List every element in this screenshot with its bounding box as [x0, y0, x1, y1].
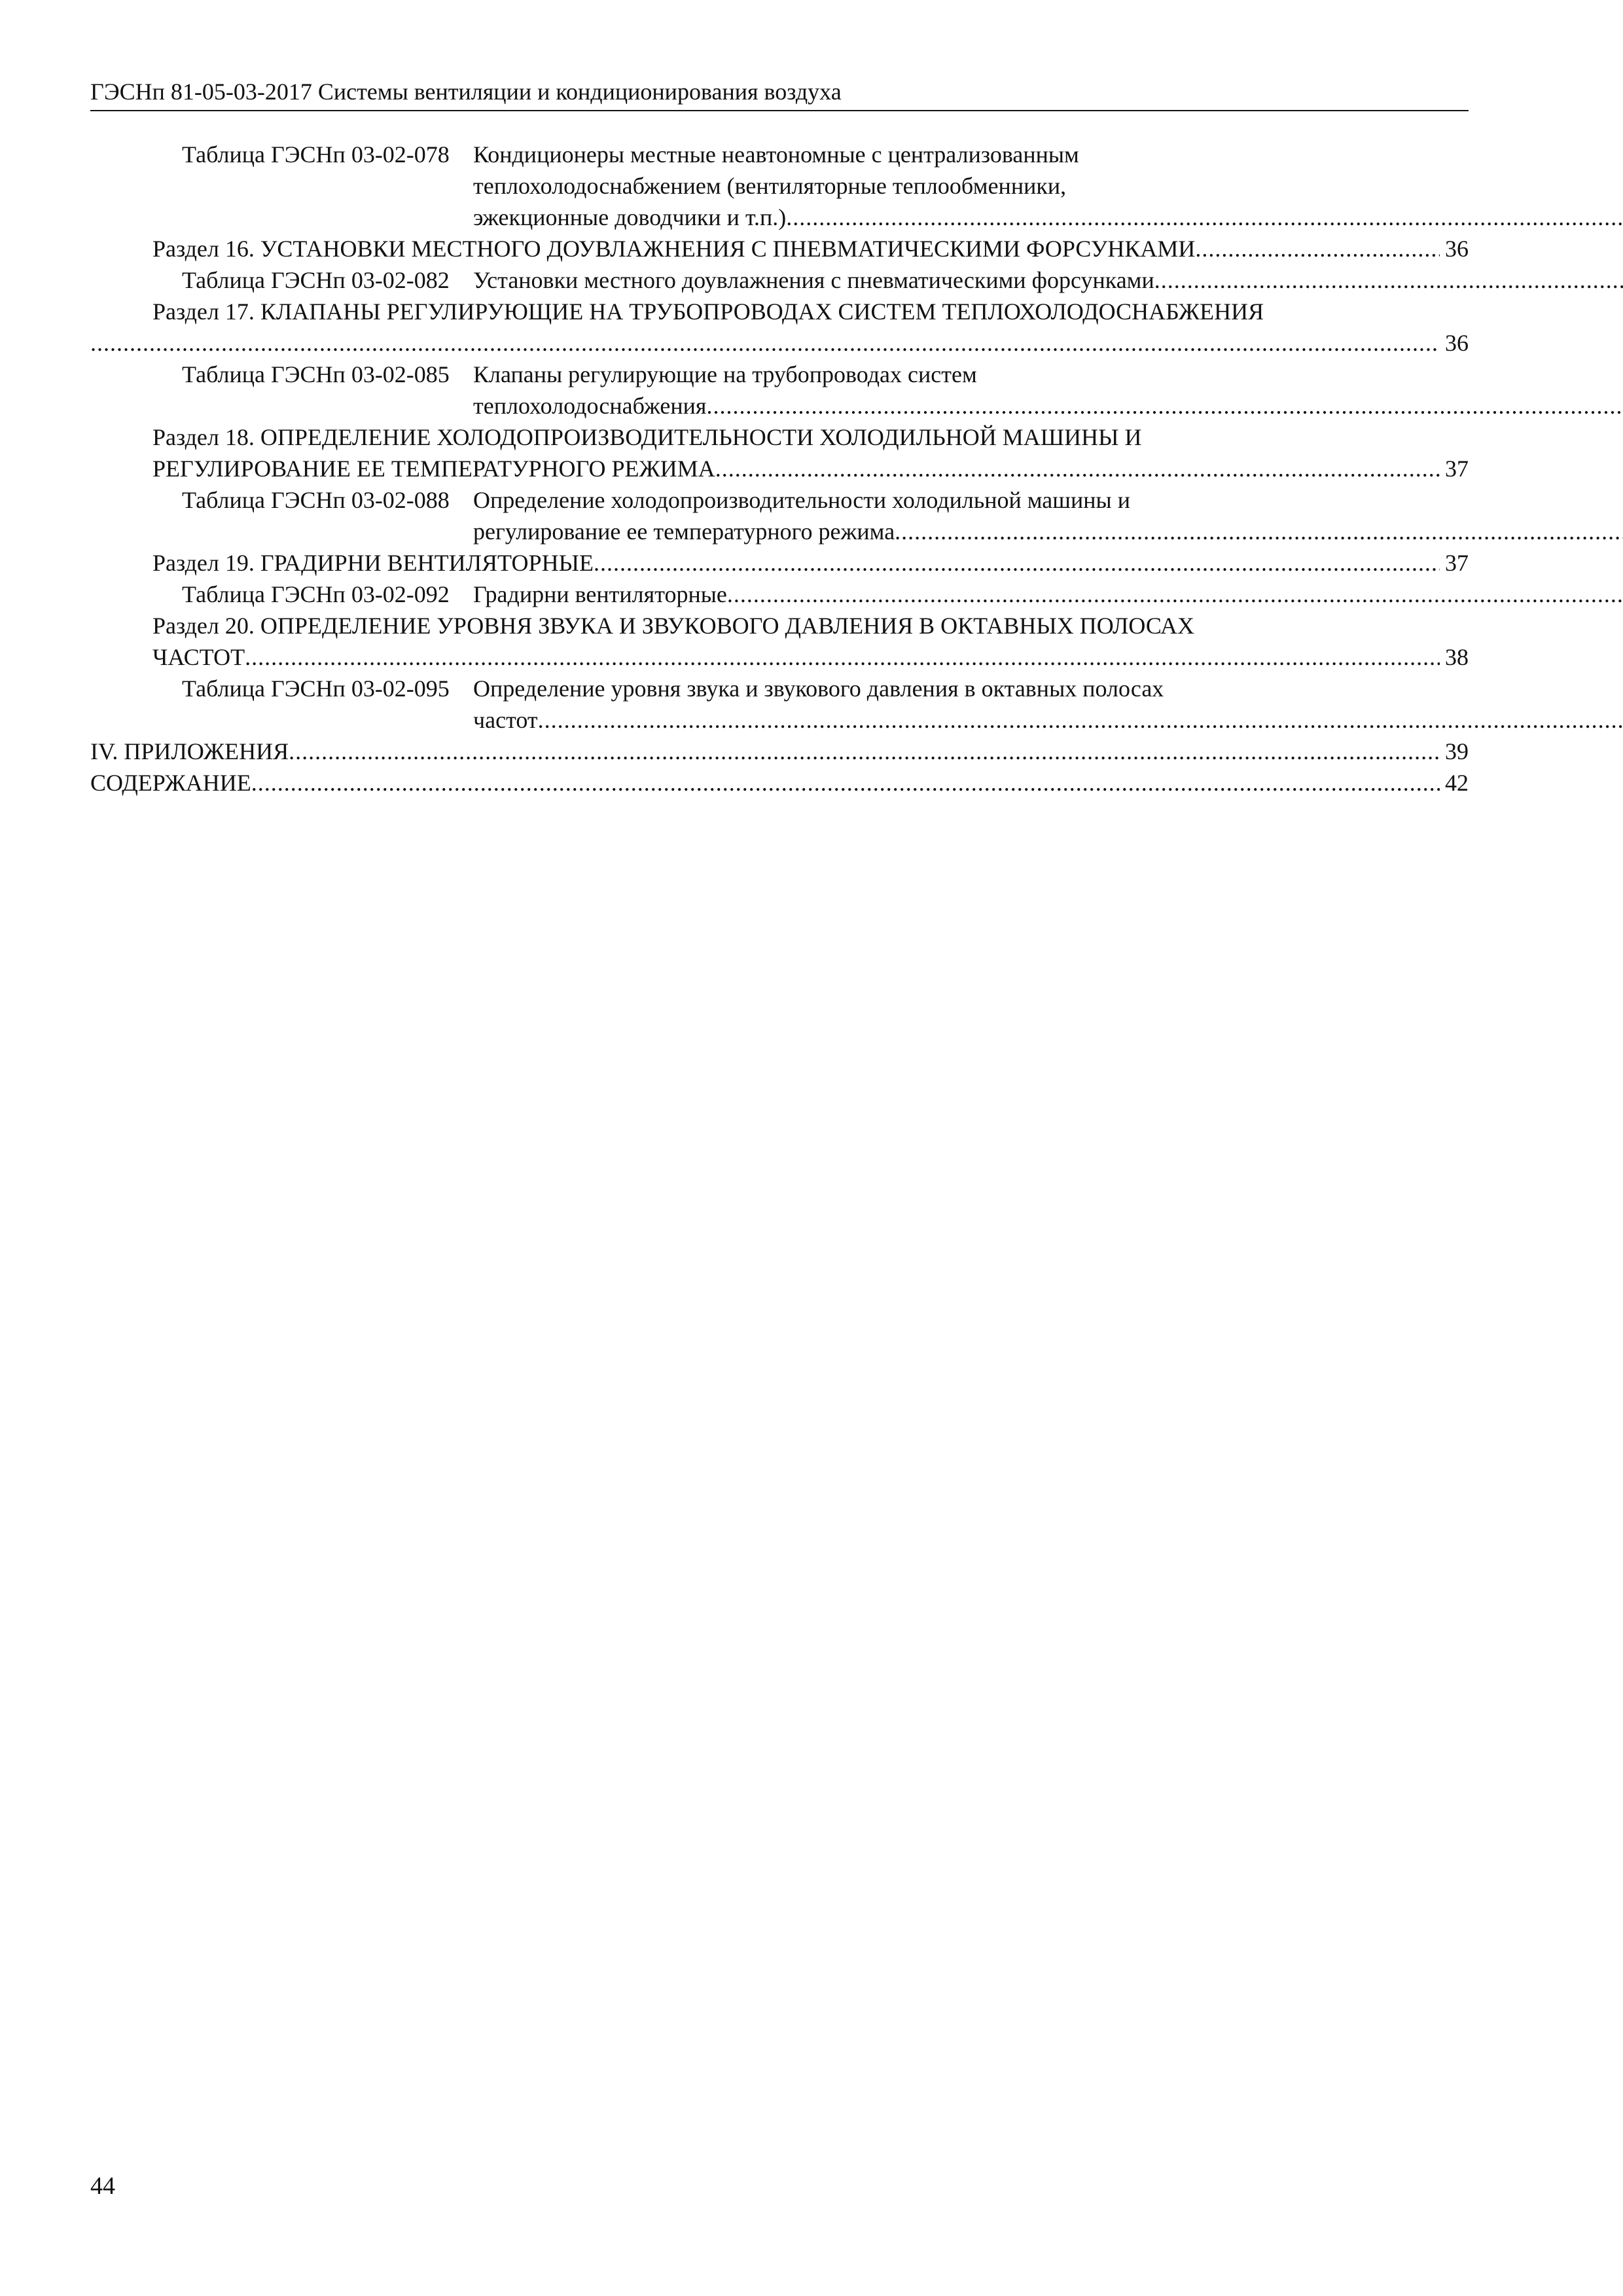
dot-leader — [1195, 233, 1440, 264]
dot-leader — [90, 327, 1440, 359]
toc-page-number: 38 — [1445, 644, 1469, 670]
toc-entry-text: Раздел 20. ОПРЕДЕЛЕНИЕ УРОВНЯ ЗВУКА И ЗВУКОВОГО ДАВЛЕНИЯ В ОКТАВНЫХ ПОЛОСАХ — [152, 613, 1195, 639]
toc-page-number: 36 — [1445, 330, 1469, 356]
toc-entry-text: Кондиционеры местные неавтономные с централизованным — [473, 141, 1079, 168]
toc-page-number: 39 — [1445, 738, 1469, 764]
toc-entry-table-092[interactable] — [90, 579, 1469, 610]
toc-entry-table-095[interactable] — [90, 673, 1469, 736]
running-header: ГЭСНп 81-05-03-2017 Системы вентиляции и кондиционирования воздуха — [90, 77, 1469, 111]
toc-entry-text: теплохолодоснабжением (вентиляторные теплообменники, — [473, 173, 1067, 199]
page-number: 44 — [90, 2172, 115, 2200]
toc-entry-text: IV. ПРИЛОЖЕНИЯ — [90, 738, 289, 764]
toc-entry-section-18[interactable] — [90, 422, 1469, 484]
table-of-contents — [90, 139, 1469, 798]
toc-table-code: Таблица ГЭСНп 03-02-082 — [182, 267, 450, 293]
toc-page-number: 42 — [1445, 770, 1469, 796]
dot-leader — [786, 202, 1623, 233]
toc-entry-text: РЕГУЛИРОВАНИЕ ЕЕ ТЕМПЕРАТУРНОГО РЕЖИМА — [152, 456, 715, 482]
toc-page-number: 37 — [1445, 550, 1469, 576]
dot-leader — [1154, 264, 1623, 296]
toc-entry-contents[interactable] — [90, 767, 1469, 798]
toc-entry-text: Градирни вентиляторные — [473, 581, 727, 607]
toc-entry-text: Установки местного доувлажнения с пневматическими форсунками — [473, 267, 1154, 293]
toc-entry-text: СОДЕРЖАНИЕ — [90, 770, 251, 796]
toc-entry-text: частот — [473, 707, 538, 733]
toc-entry-text: регулирование ее температурного режима — [473, 518, 895, 545]
toc-entry-text: ЧАСТОТ — [152, 644, 245, 670]
toc-entry-text: Раздел 18. ОПРЕДЕЛЕНИЕ ХОЛОДОПРОИЗВОДИТЕЛЬНОСТИ ХОЛОДИЛЬНОЙ МАШИНЫ И — [152, 424, 1142, 450]
toc-entry-text: Раздел 17. КЛАПАНЫ РЕГУЛИРУЮЩИЕ НА ТРУБОПРОВОДАХ СИСТЕМ ТЕПЛОХОЛОДОСНАБЖЕНИЯ — [152, 298, 1264, 325]
toc-entry-table-082[interactable] — [90, 264, 1469, 296]
toc-entry-text: Раздел 19. ГРАДИРНИ ВЕНТИЛЯТОРНЫЕ — [152, 550, 594, 576]
dot-leader — [895, 516, 1623, 547]
toc-page-number: 37 — [1445, 456, 1469, 482]
toc-entry-table-078[interactable] — [90, 139, 1469, 233]
dot-leader — [538, 704, 1623, 736]
toc-page-number: 36 — [1445, 236, 1469, 262]
dot-leader — [245, 641, 1440, 673]
toc-entry-appendices[interactable] — [90, 736, 1469, 767]
dot-leader — [706, 390, 1623, 422]
toc-entry-table-088[interactable] — [90, 484, 1469, 547]
toc-table-code: Таблица ГЭСНп 03-02-092 — [182, 581, 450, 607]
toc-table-code: Таблица ГЭСНп 03-02-088 — [182, 487, 450, 513]
toc-entry-table-085[interactable] — [90, 359, 1469, 422]
toc-table-code: Таблица ГЭСНп 03-02-095 — [182, 675, 450, 702]
dot-leader — [715, 453, 1440, 484]
toc-entry-text: Определение уровня звука и звукового давления в октавных полосах — [473, 675, 1164, 702]
dot-leader — [727, 579, 1623, 610]
toc-entry-text: Определение холодопроизводительности холодильной машины и — [473, 487, 1130, 513]
toc-entry-text: Клапаны регулирующие на трубопроводах систем — [473, 361, 977, 387]
dot-leader — [251, 767, 1440, 798]
toc-entry-text: эжекционные доводчики и т.п.) — [473, 204, 787, 230]
toc-entry-section-17[interactable] — [90, 296, 1469, 359]
toc-table-code: Таблица ГЭСНп 03-02-078 — [182, 141, 450, 168]
dot-leader — [594, 547, 1440, 579]
toc-entry-text: теплохолодоснабжения — [473, 393, 707, 419]
toc-entry-text: Раздел 16. УСТАНОВКИ МЕСТНОГО ДОУВЛАЖНЕНИЯ С ПНЕВМАТИЧЕСКИМИ ФОРСУНКАМИ — [152, 236, 1196, 262]
toc-entry-section-16[interactable] — [90, 233, 1469, 264]
toc-entry-section-19[interactable] — [90, 547, 1469, 579]
dot-leader — [289, 736, 1440, 767]
toc-table-code: Таблица ГЭСНп 03-02-085 — [182, 361, 450, 387]
toc-entry-section-20[interactable] — [90, 610, 1469, 673]
